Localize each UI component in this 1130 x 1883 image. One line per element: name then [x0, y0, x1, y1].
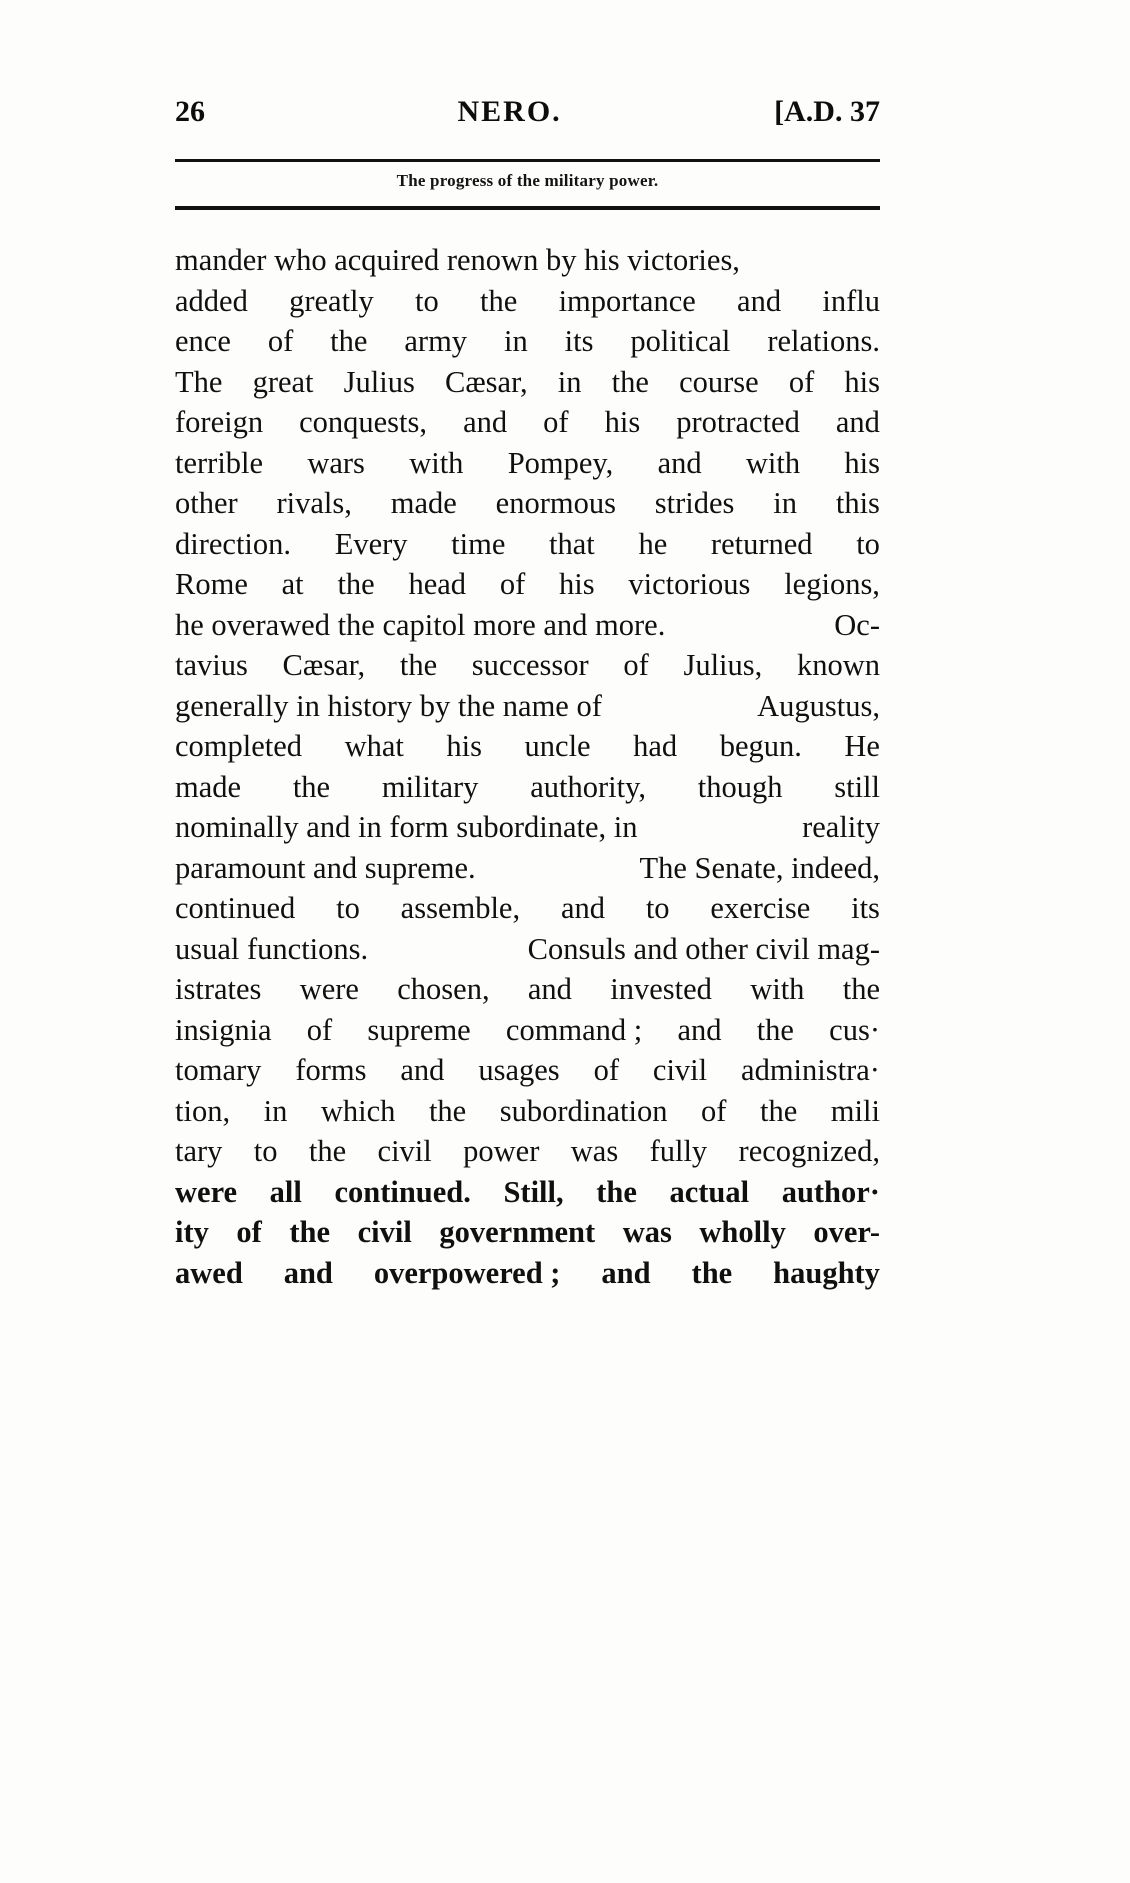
text-line	[175, 1050, 880, 1091]
text-word: the	[308, 1134, 347, 1168]
text-word: in	[503, 324, 528, 358]
text-word: to	[415, 283, 439, 318]
text-word: his	[844, 445, 880, 480]
text-word: the	[292, 769, 331, 804]
text-word: Augustus,	[757, 688, 880, 723]
text-word: the	[691, 1255, 733, 1290]
text-line	[175, 564, 880, 605]
body-text	[175, 240, 880, 1293]
text-word: continued.	[334, 1174, 471, 1209]
text-word: the	[289, 1215, 331, 1249]
text-line	[175, 362, 880, 403]
text-word: though	[697, 769, 783, 804]
text-word: Oc-	[834, 607, 880, 642]
text-word: his	[446, 729, 482, 763]
text-word: added	[175, 283, 248, 318]
text-word: overpowered ;	[373, 1255, 561, 1290]
text-line	[175, 402, 880, 443]
text-word: its	[564, 324, 594, 358]
text-word: and	[400, 1053, 445, 1087]
text-word: the	[842, 972, 880, 1006]
text-word: usages	[478, 1053, 560, 1087]
text-word: he	[638, 526, 668, 561]
text-line	[175, 767, 880, 808]
text-word: and	[527, 972, 572, 1006]
text-word: Julius	[343, 364, 415, 399]
text-word: civil	[652, 1053, 708, 1087]
running-head	[175, 95, 880, 145]
text-word: actual	[669, 1174, 750, 1209]
text-word: tary	[175, 1134, 223, 1168]
text-word: terrible	[175, 445, 264, 480]
text-word: of	[499, 567, 526, 601]
text-word: his	[844, 364, 880, 399]
text-word: invested	[610, 972, 712, 1006]
page-number: 26	[175, 95, 205, 128]
section-subtitle: The progress of the military power.	[396, 171, 659, 190]
text-word: in	[263, 1093, 288, 1128]
text-word: generally in history by the name of	[175, 688, 602, 723]
text-word: enormous	[495, 486, 616, 520]
text-word: the	[399, 648, 438, 682]
text-word: protracted	[676, 405, 800, 439]
text-word: were	[175, 1174, 238, 1209]
text-word: The Senate, indeed,	[639, 850, 880, 885]
text-line	[175, 443, 880, 484]
text-word: tomary	[175, 1053, 262, 1087]
text-word: nominally and in form subordinate, in	[175, 810, 638, 844]
text-word: Every	[334, 526, 408, 561]
text-word: Cæsar,	[282, 648, 366, 682]
text-word: civil	[357, 1215, 412, 1249]
text-line	[175, 1212, 880, 1253]
text-word: was	[570, 1134, 619, 1168]
text-line	[175, 686, 880, 727]
text-word: authority,	[530, 769, 646, 804]
text-word: and	[463, 405, 508, 439]
text-word: and	[677, 1012, 722, 1047]
text-line	[175, 1131, 880, 1172]
text-word: what	[344, 729, 404, 763]
text-word: of	[623, 648, 649, 682]
text-word: uncle	[524, 729, 591, 763]
text-word: insignia	[175, 1012, 272, 1047]
text-word: legions,	[784, 567, 880, 601]
text-word: to	[336, 891, 360, 925]
text-word: administra·	[741, 1053, 880, 1087]
text-word: mili	[830, 1093, 880, 1128]
date-reference: [A.D. 37	[774, 95, 880, 128]
text-word: forms	[295, 1053, 367, 1087]
text-word: command ;	[505, 1012, 643, 1047]
text-word: of	[593, 1053, 619, 1087]
text-word: and	[737, 283, 782, 318]
text-word: strides	[654, 486, 735, 520]
text-word: and	[283, 1255, 333, 1290]
text-word: he overawed the capitol more and more.	[175, 607, 666, 642]
text-line	[175, 281, 880, 322]
text-word: had	[633, 729, 678, 763]
text-word: subordination	[499, 1093, 668, 1128]
text-word: his	[604, 405, 641, 439]
text-word: importance	[558, 283, 696, 318]
text-word: and	[560, 891, 605, 925]
text-word: made	[390, 486, 457, 520]
text-word: influ	[822, 283, 880, 318]
text-word: made	[175, 769, 242, 804]
text-word: author·	[781, 1174, 880, 1209]
text-line	[175, 524, 880, 565]
text-word: continued	[175, 891, 296, 925]
text-word: Still,	[503, 1174, 564, 1209]
text-line	[175, 605, 880, 646]
text-word: Cæsar,	[445, 364, 528, 399]
text-word: of	[267, 324, 294, 358]
text-word: government	[439, 1215, 596, 1249]
text-word: civil	[377, 1134, 432, 1168]
text-word: of	[236, 1215, 262, 1249]
text-word: successor	[471, 648, 589, 682]
header-rule-bottom	[175, 206, 880, 210]
text-word: other	[175, 486, 238, 520]
text-word: fully	[649, 1134, 708, 1168]
text-line	[175, 645, 880, 686]
text-line	[175, 969, 880, 1010]
text-word: all	[269, 1174, 302, 1209]
text-word: exercise	[710, 891, 811, 925]
text-word: Julius,	[683, 648, 763, 682]
text-word: tion,	[175, 1093, 231, 1128]
text-word: usual functions.	[175, 931, 369, 966]
text-word: and	[657, 445, 702, 480]
text-word: to	[645, 891, 670, 925]
text-word: direction.	[175, 526, 292, 561]
text-line	[175, 726, 880, 767]
text-word: at	[281, 567, 304, 601]
text-word: foreign	[175, 405, 264, 439]
text-word: the	[480, 283, 518, 318]
text-line	[175, 1010, 880, 1051]
text-word: with	[409, 445, 464, 480]
text-word: to	[253, 1134, 278, 1168]
text-word: supreme	[367, 1012, 471, 1047]
text-word: of	[543, 405, 569, 439]
text-word: The	[175, 364, 223, 399]
text-line	[175, 1253, 880, 1294]
text-word: assemble,	[400, 891, 521, 925]
text-word: greatly	[289, 283, 374, 318]
text-word: and	[835, 405, 880, 439]
text-word: head	[408, 567, 467, 601]
text-word: known	[796, 648, 880, 682]
text-word: this	[835, 486, 880, 520]
text-word: was	[622, 1215, 672, 1249]
text-word: the	[428, 1093, 467, 1128]
text-word: and	[601, 1255, 651, 1290]
text-line	[175, 240, 880, 281]
text-word: returned	[710, 526, 813, 561]
text-word: awed	[175, 1255, 243, 1290]
text-word: paramount and supreme.	[175, 850, 476, 885]
text-word: wholly	[699, 1215, 786, 1249]
text-word: were	[299, 972, 359, 1006]
text-line	[175, 807, 880, 848]
text-word: still	[834, 769, 880, 804]
text-word: Consuls and other civil mag-	[527, 931, 880, 966]
text-word: with	[750, 972, 805, 1006]
text-word: over-	[813, 1215, 880, 1249]
text-word: Pompey,	[507, 445, 614, 480]
text-word: the	[759, 1093, 798, 1128]
text-word: conquests,	[299, 405, 428, 439]
text-word: He	[844, 729, 880, 763]
text-word: recognized,	[738, 1134, 880, 1168]
text-word: to	[856, 526, 880, 561]
text-word: army	[404, 324, 468, 358]
text-word: power	[463, 1134, 540, 1168]
text-word: cus·	[829, 1012, 880, 1047]
text-word: relations.	[767, 324, 880, 358]
page-content	[175, 95, 880, 1293]
text-line	[175, 929, 880, 970]
text-line	[175, 1172, 880, 1213]
text-line	[175, 888, 880, 929]
text-word: political	[630, 324, 731, 358]
text-line	[175, 848, 880, 889]
text-word: the	[756, 1012, 794, 1047]
text-word: reality	[802, 810, 880, 844]
text-word: which	[320, 1093, 396, 1128]
text-line	[175, 483, 880, 524]
text-word: wars	[307, 445, 365, 480]
text-line	[175, 1091, 880, 1132]
text-word: in	[773, 486, 798, 520]
text-word: begun.	[719, 729, 802, 763]
text-word: great	[252, 364, 314, 399]
text-word: ity	[175, 1215, 209, 1249]
text-word: ence	[175, 324, 231, 358]
text-word: its	[851, 891, 880, 925]
text-word: in	[557, 364, 582, 399]
text-word: the	[330, 324, 368, 358]
text-word: of	[701, 1093, 727, 1128]
text-word: the	[596, 1174, 637, 1209]
text-word: completed	[175, 729, 303, 763]
text-word: tavius	[175, 648, 248, 682]
text-word: mander who acquired renown by his victories,	[175, 243, 740, 277]
text-word: of	[306, 1012, 333, 1047]
text-word: haughty	[773, 1255, 880, 1290]
text-line	[175, 321, 880, 362]
text-word: istrates	[175, 972, 262, 1006]
text-word: the	[611, 364, 649, 399]
text-word: the	[337, 567, 375, 601]
text-word: chosen,	[397, 972, 490, 1006]
text-word: Rome	[175, 567, 248, 601]
text-word: military	[381, 769, 479, 804]
text-word: time	[451, 526, 506, 561]
text-word: course	[679, 364, 759, 399]
text-word: that	[549, 526, 595, 561]
text-word: with	[745, 445, 801, 480]
running-title: NERO.	[457, 95, 562, 128]
text-word: his	[559, 567, 595, 601]
text-word: victorious	[628, 567, 751, 601]
text-word: of	[788, 364, 815, 399]
text-word: rivals,	[276, 486, 352, 520]
